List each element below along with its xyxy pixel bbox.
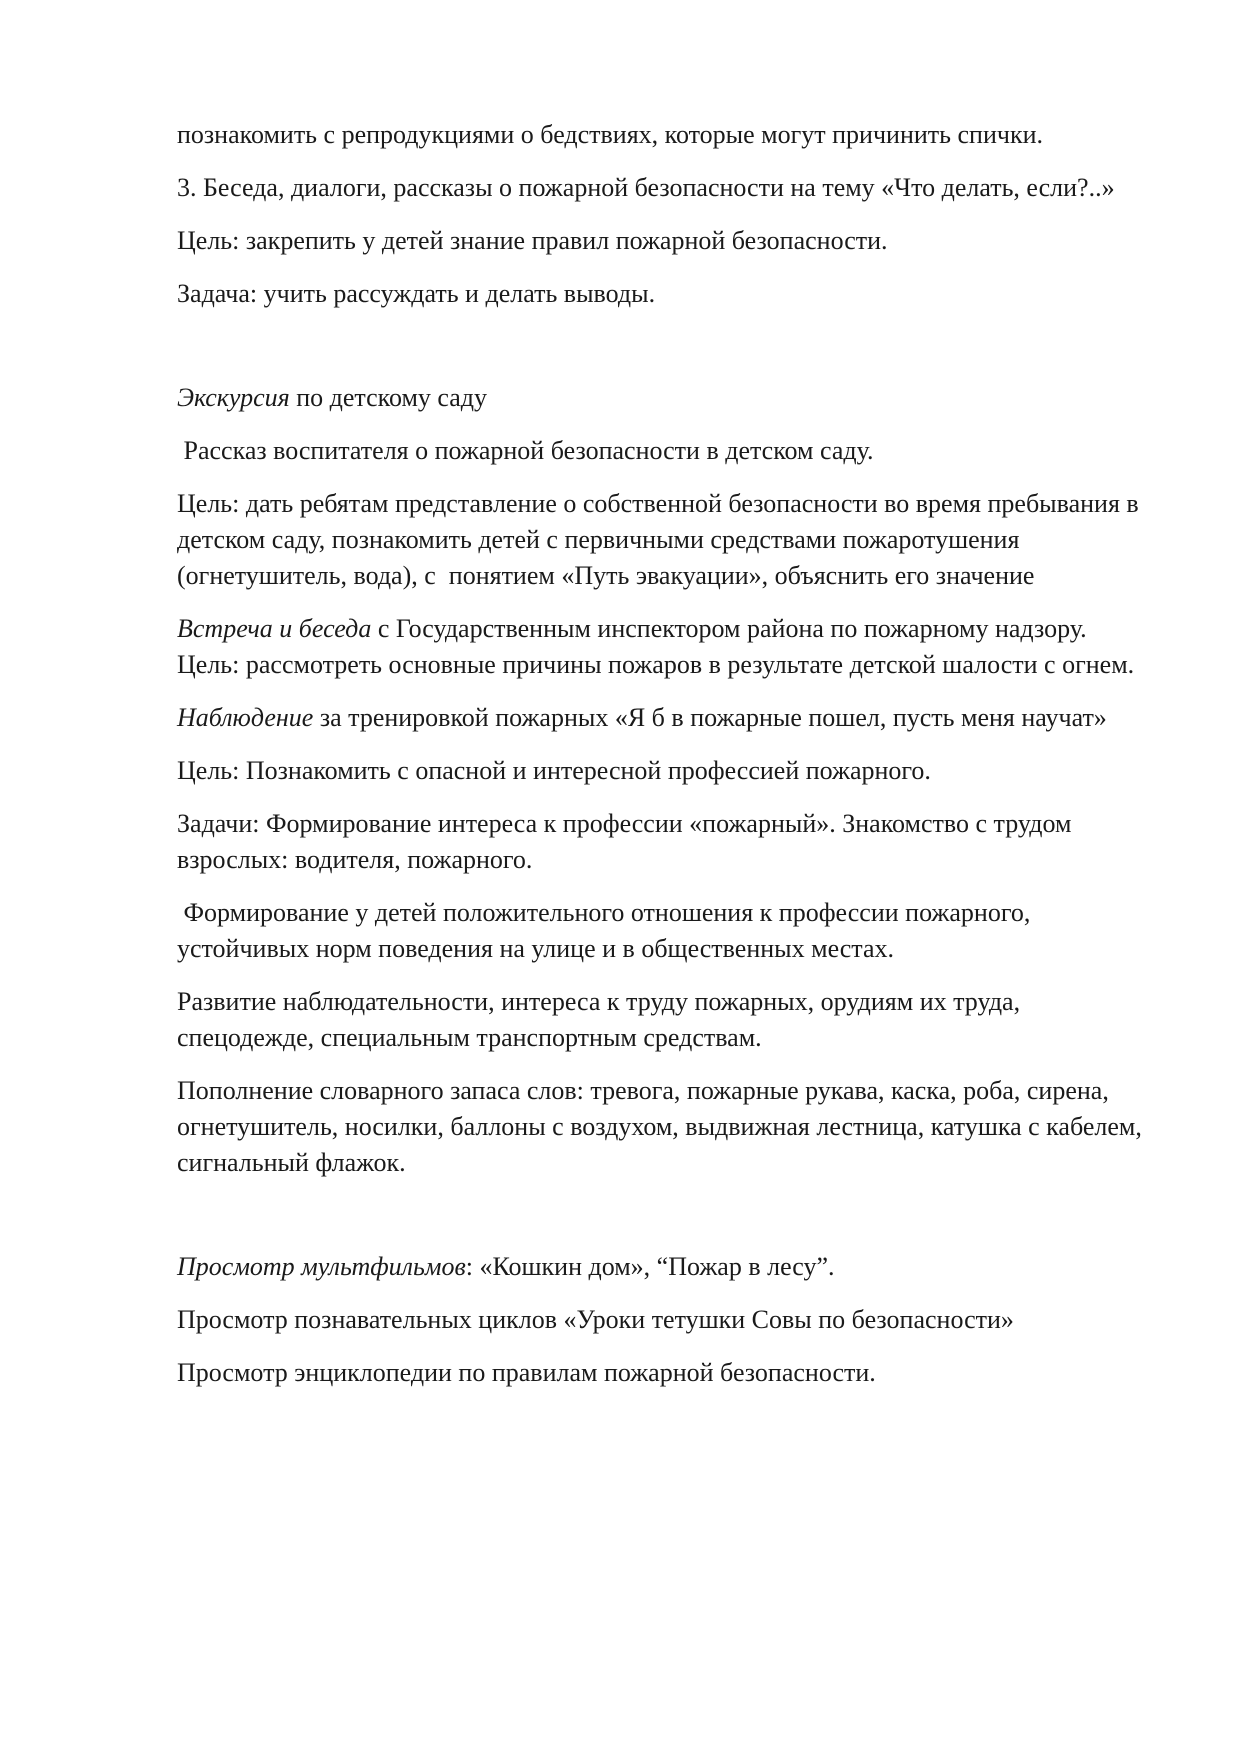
paragraph-observation <box>177 700 1157 736</box>
cartoons-text: : «Кошкин дом», “Пожар в лесу”. <box>465 1252 835 1281</box>
paragraph-development: Развитие наблюдательности, интереса к труду пожарных, орудиям их труда, спецодежде, специальным транспортным средствам. <box>177 987 1021 1052</box>
paragraph-conversation-topic: 3. Беседа, диалоги, рассказы о пожарной безопасности на тему «Что делать, если?..» <box>177 173 1115 202</box>
paragraph-goal-1: Цель: закрепить у детей знание правил пожарной безопасности. <box>177 226 888 255</box>
excursion-text: по детскому саду <box>289 383 488 412</box>
paragraph-goal-2: Цель: дать ребятам представление о собственной безопасности во время пребывания в детском саду, познакомить детей с первичными средствами пожаротушения (огнетушитель, вода), с понятием «Путь эвакуации», объяснить его значение <box>177 489 1146 590</box>
paragraph-goal-4: Цель: Познакомить с опасной и интересной профессией пожарного. <box>177 756 931 785</box>
paragraph-task-1: Задача: учить рассуждать и делать выводы. <box>177 279 656 308</box>
cartoons-heading: Просмотр мультфильмов <box>177 1252 466 1281</box>
paragraph-teacher-story: Рассказ воспитателя о пожарной безопасности в детском саду. <box>177 436 874 465</box>
paragraph-excursion <box>177 380 1157 416</box>
paragraph-meeting <box>177 611 1157 647</box>
paragraph-attitude: Формирование у детей положительного отношения к профессии пожарного, устойчивых норм поведения на улице и в общественных местах. <box>177 898 1037 963</box>
paragraph-vocabulary: Пополнение словарного запаса слов: тревога, пожарные рукава, каска, роба, сирена, огнетушитель, носилки, баллоны с воздухом, выдвижная лестница, катушка с кабелем, сигнальный флажок. <box>177 1076 1142 1177</box>
observation-text: за тренировкой пожарных «Я б в пожарные пошел, пусть меня научат» <box>313 703 1107 732</box>
observation-heading: Наблюдение <box>177 703 314 732</box>
document-body <box>177 117 1157 1408</box>
paragraph-tasks: Задачи: Формирование интереса к профессии «пожарный». Знакомство с трудом взрослых: водителя, пожарного. <box>177 809 1072 874</box>
paragraph-matches-intro: познакомить с репродукциями о бедствиях, которые могут причинить спички. <box>177 120 1043 149</box>
meeting-heading: Встреча и беседа <box>177 614 372 643</box>
paragraph-cycles: Просмотр познавательных циклов «Уроки тетушки Совы по безопасности» <box>177 1305 1014 1334</box>
paragraph-cartoons <box>177 1249 1157 1285</box>
meeting-text: с Государственным инспектором района по пожарному надзору. <box>371 614 1087 643</box>
excursion-heading: Экскурсия <box>177 383 290 412</box>
paragraph-encyclopedia: Просмотр энциклопедии по правилам пожарной безопасности. <box>177 1358 876 1387</box>
paragraph-goal-3: Цель: рассмотреть основные причины пожаров в результате детской шалости с огнем. <box>177 650 1135 679</box>
